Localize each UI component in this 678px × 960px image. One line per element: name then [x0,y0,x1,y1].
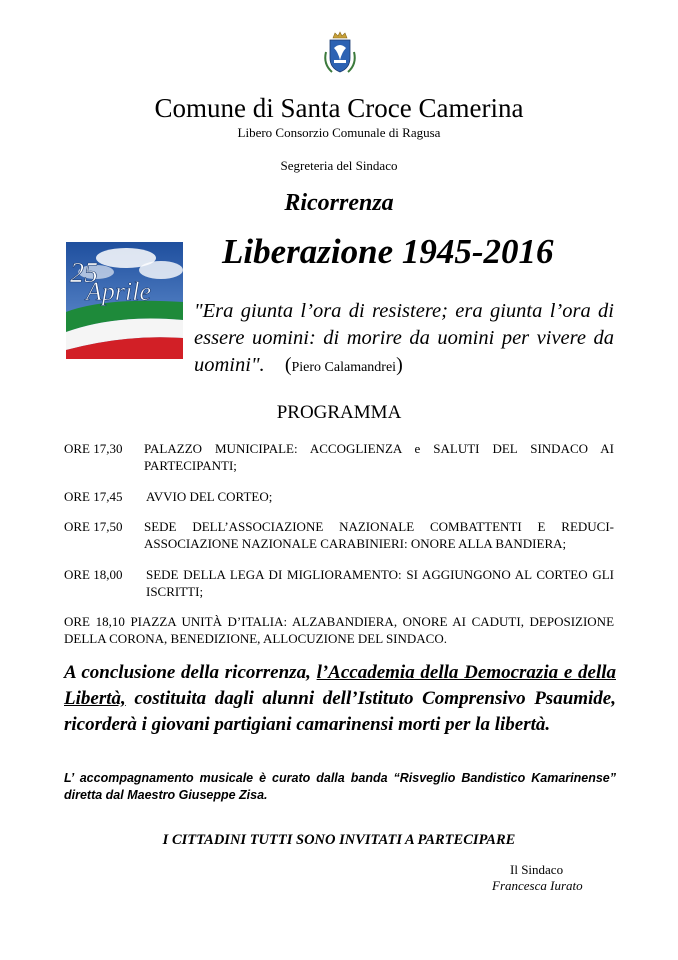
program-item [64,488,614,505]
program-item-time: ORE 17,50 [64,519,123,534]
aprile-badge-image [66,242,183,359]
quote-paren-open: ( [284,354,292,376]
music-note: L’ accompagnamento musicale è curato dalla banda “Risveglio Bandistico Kamarinense” diretta dal Maestro Giuseppe Zisa. [64,771,616,802]
event-headline: Liberazione 1945-2016 [222,232,554,271]
invite-line: I CITTADINI TUTTI SONO INVITATI A PARTECIPARE [162,832,516,848]
program-item [64,613,614,647]
quote-block [194,298,614,381]
program-item-text: SEDE DELLA LEGA DI MIGLIORAMENTO: SI AGGIUNGONO AL CORTEO GLI ISCRITTI; [146,567,614,599]
program-item-time: ORE 18,00 [64,567,123,582]
program-item [64,440,614,474]
badge-word: Aprile [86,277,151,306]
page-subtitle: Libero Consorzio Comunale di Ragusa [237,125,441,140]
municipal-crest-icon [320,30,360,78]
quote-paren-close: ) [396,354,403,376]
program-item [64,566,614,600]
conclusion-underlined: l’Accademia della Democrazia e della Libertà, [64,662,616,709]
signature-name: Francesca Iurato [492,878,583,893]
program-item [64,518,614,552]
program-item-time: ORE 17,30 [64,441,123,456]
office-label: Segreteria del Sindaco [280,158,398,173]
program-item-text: AVVIO DEL CORTEO; [146,489,273,504]
event-kicker: Ricorrenza [284,190,394,216]
conclusion-after: costituita dagli alunni dell’Istituto Comprensivo Psaumide, ricorderà i giovani partigiani camarinensi morti per la libertà. [64,688,616,735]
badge-number: 25 [70,258,98,289]
conclusion-before: A conclusione della ricorrenza, [64,662,317,683]
program-heading: PROGRAMMA [276,402,402,423]
program-item-time: ORE 17,45 [64,489,123,504]
conclusion-paragraph [64,660,616,738]
quote-text: "Era giunta l’ora di resistere; era giunta l’ora di essere uomini: di morire da uomini per vivere da uomini". [194,300,614,376]
program-item-text: PALAZZO MUNICIPALE: ACCOGLIENZA e SALUTI DEL SINDACO AI PARTECIPANTI; [144,441,614,473]
program-item-text: PIAZZA UNITÀ D’ITALIA: ALZABANDIERA, ONORE AI CADUTI, DEPOSIZIONE DELLA CORONA, BENEDIZIONE, ALLOCUZIONE DEL SINDACO. [64,614,615,646]
program-item-text: SEDE DELL’ASSOCIAZIONE NAZIONALE COMBATTENTI E REDUCI- ASSOCIAZIONE NAZIONALE CARABINIERI: ONORE ALLA BANDIERA; [144,519,614,551]
program-item-time: ORE 18,10 [64,614,125,629]
quote-author: Piero Calamandrei [291,360,397,375]
signature-role: Il Sindaco [510,862,564,877]
page-title: Comune di Santa Croce Camerina [154,93,524,123]
